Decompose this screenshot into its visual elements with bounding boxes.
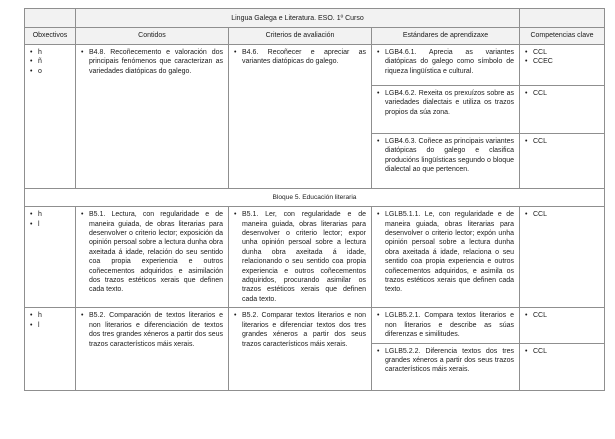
- objectives-cell: [25, 308, 76, 390]
- objective-item: • h: [30, 311, 70, 320]
- objectives-cell: [25, 207, 76, 308]
- header-standards: Estándares de aprendizaxe: [372, 28, 520, 44]
- table-row: [25, 207, 605, 308]
- objective-item: • o: [30, 67, 70, 76]
- objectives-cell: [25, 44, 76, 188]
- competence-item: • CCL: [525, 347, 599, 356]
- content-text: • B5.1. Lectura, con regularidade e de maneira guiada, de obras literarias para desenvolver o criterio lector; exposición da opinión persoal sobre a lectura dunha obra axeitada á idade, relación do seu sentido coa propia experiencia e outros coñecementos adquiridos e asimilación dos trazos estéticos xerais que definen cada texto.: [81, 210, 223, 295]
- competence-item: • CCL: [525, 311, 599, 320]
- competences-cell: [520, 85, 605, 133]
- competences-cell: [520, 44, 605, 85]
- standard-cell: [372, 133, 520, 188]
- competence-item: • CCL: [525, 89, 599, 98]
- standard-cell: [372, 85, 520, 133]
- competences-cell: [520, 308, 605, 343]
- content-cell: [76, 207, 229, 308]
- objective-item: • l: [30, 220, 70, 229]
- block-title: Bloque 5. Educación literaria: [25, 188, 605, 206]
- criterion-text: • B5.2. Comparar textos literarios e non literarios e diferenciar textos dos tres grandes xéneros a partir dos seus trazos característicos máis xerais.: [234, 311, 366, 349]
- header-objectives: Obxectivos: [25, 28, 76, 44]
- header-row: [25, 28, 605, 44]
- standard-text: • LGB4.6.3. Coñece as principais variantes diatópicas do galego e clasifica producións lingüísticas segundo o bloque dialectal ao que pertencen.: [377, 137, 514, 175]
- standard-cell: [372, 44, 520, 85]
- standard-text: • LGB4.6.2. Rexeita os prexuízos sobre as variedades dialectais e utiliza os trazos propios da súa zona.: [377, 89, 514, 117]
- table-title: Lingua Galega e Literatura. ESO. 1º Curso: [76, 9, 520, 28]
- objective-item: • h: [30, 210, 70, 219]
- competence-item: • CCL: [525, 48, 599, 57]
- header-competences: Competencias clave: [520, 28, 605, 44]
- objective-item: • h: [30, 48, 70, 57]
- content-cell: [76, 308, 229, 390]
- content-cell: [76, 44, 229, 188]
- objective-item: • l: [30, 321, 70, 330]
- standard-text: • LGLB5.2.2. Diferencia textos dos tres grandes xéneros a partir dos seus trazos característicos máis xerais.: [377, 347, 514, 375]
- competence-item: • CCL: [525, 210, 599, 219]
- competence-item: • CCEC: [525, 57, 599, 66]
- criterion-cell: [229, 207, 372, 308]
- criterion-cell: [229, 44, 372, 188]
- criterion-text: • B5.1. Ler, con regularidade e de maneira guiada, obras literarias para desenvolver o criterio lector; expor unha opinión persoal sobre a lectura dunha obra axeitada á idade, relacionando o seu sentido coa propia experiencia e outros coñecementos adquiridos, procurando asimilar os trazos estéticos xerais que definen cada texto.: [234, 210, 366, 304]
- header-criteria: Criterios de avaliación: [229, 28, 372, 44]
- objective-item: • ñ: [30, 57, 70, 66]
- curriculum-table: [24, 8, 605, 391]
- header-contents: Contidos: [76, 28, 229, 44]
- standard-text: • LGB4.6.1. Aprecia as variantes diatópicas do galego como símbolo de riqueza lingüística e cultural.: [377, 48, 514, 76]
- standard-cell: [372, 207, 520, 308]
- criterion-text: • B4.6. Recoñecer e apreciar as variantes diatópicas do galego.: [234, 48, 366, 67]
- competences-cell: [520, 133, 605, 188]
- content-text: • B5.2. Comparación de textos literarios e non literarios e diferenciación de textos dos tres grandes xéneros a partir dos seus trazos característicos máis xerais.: [81, 311, 223, 349]
- standard-cell: [372, 343, 520, 390]
- table-row: [25, 44, 605, 85]
- standard-text: • LGLB5.1.1. Le, con regularidade e de maneira guiada, obras literarias para desenvolver o criterio lector; expón unha opinión persoal sobre a lectura dunha obra axeitada á idade, relaciona o seu sentido coa propia experiencia e outros coñecementos adquiridos, e asimila os trazos estéticos xerais que definen cada texto.: [377, 210, 514, 295]
- competences-cell: [520, 207, 605, 308]
- criterion-cell: [229, 308, 372, 390]
- table-row: [25, 308, 605, 343]
- standard-text: • LGLB5.2.1. Compara textos literarios e non literarios e describe as súas diferenzas e similitudes.: [377, 311, 514, 339]
- competence-item: • CCL: [525, 137, 599, 146]
- block-row: [25, 188, 605, 206]
- standard-cell: [372, 308, 520, 343]
- competences-cell: [520, 343, 605, 390]
- content-text: • B4.8. Recoñecemento e valoración dos principais fenómenos que caracterizan as variedades diatópicas do galego.: [81, 48, 223, 76]
- title-row: [25, 9, 605, 28]
